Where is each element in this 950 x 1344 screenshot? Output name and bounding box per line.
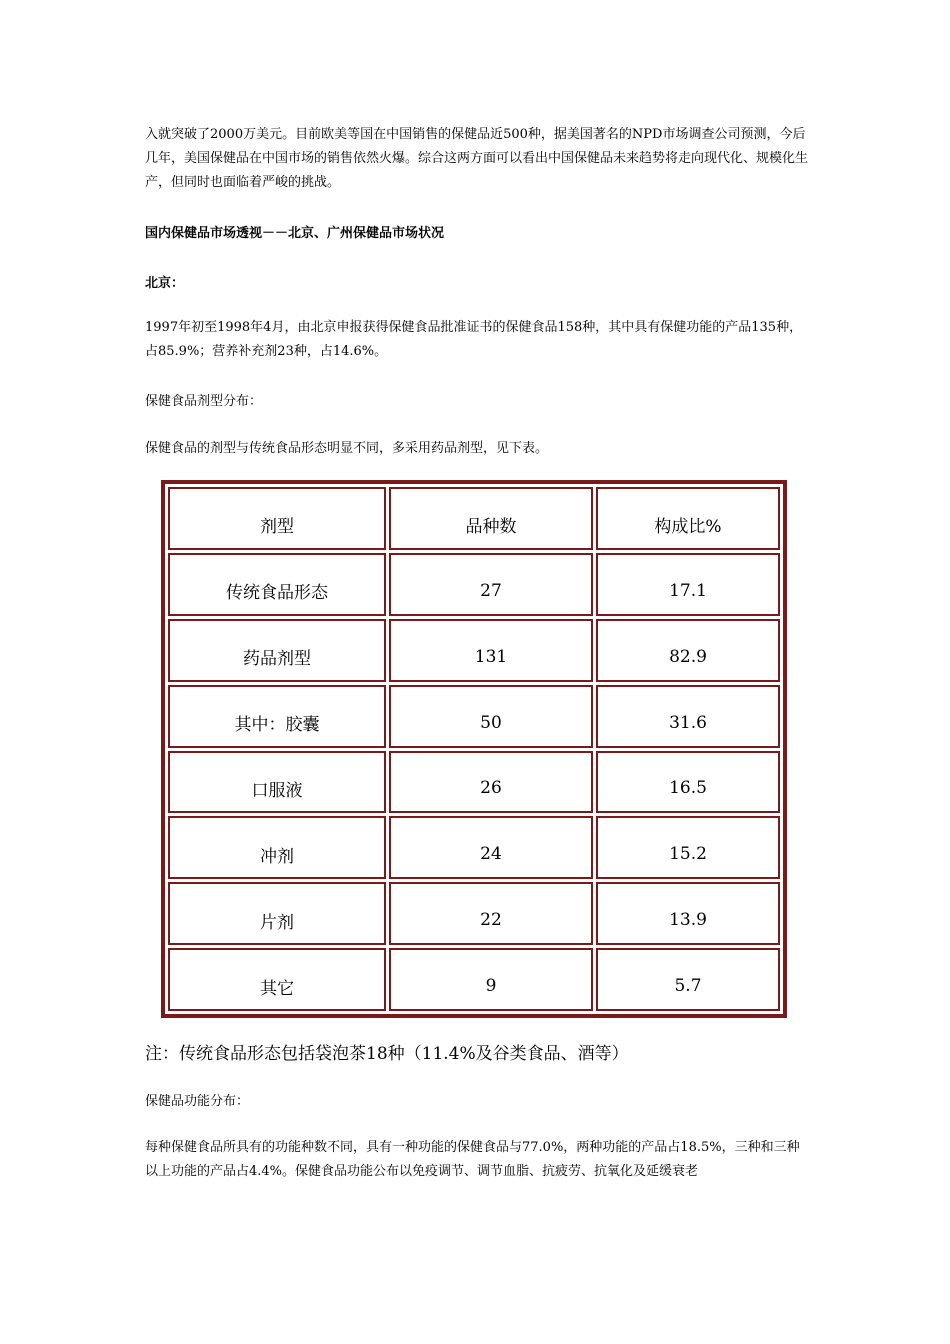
- dose-table-frame: [161, 480, 787, 1018]
- table-cell: 15.2: [596, 816, 780, 879]
- table-row: [168, 816, 780, 879]
- function-description: 每种保健食品所具有的功能种数不同，具有一种功能的保健食品与77.0%，两种功能的产品占18.5%，三种和三种以上功能的产品占4.4%。保健食品功能公布以免疫调节、调节血脂、抗疲劳、抗氧化及延缓衰老: [145, 1140, 800, 1179]
- table-row: [168, 553, 780, 616]
- table-cell: 13.9: [596, 882, 780, 945]
- table-cell: 17.1: [596, 553, 780, 616]
- table-cell: 片剂: [168, 882, 386, 945]
- table-cell: 冲剂: [168, 816, 386, 879]
- table-cell: 31.6: [596, 685, 780, 748]
- function-title: 保健品功能分布：: [145, 1094, 250, 1109]
- dose-description: 保健食品的剂型与传统食品形态明显不同，多采用药品剂型，见下表。: [145, 441, 549, 456]
- table-row: [168, 882, 780, 945]
- dose-form-table: [165, 484, 783, 1014]
- dose-title: 保健食品剂型分布：: [145, 394, 263, 409]
- table-note: 注：传统食品形态包括袋泡茶18种（11.4%及谷类食品、酒等）: [145, 1044, 629, 1064]
- header-cell: 构成比%: [596, 487, 780, 550]
- table-cell: 131: [389, 619, 593, 682]
- table-row: [168, 619, 780, 682]
- header-cell: 剂型: [168, 487, 386, 550]
- table-row: [168, 685, 780, 748]
- table-cell: 其它: [168, 948, 386, 1011]
- beijing-heading: 北京：: [145, 276, 185, 291]
- beijing-stats-paragraph: 1997年初至1998年4月，由北京申报获得保健食品批准证书的保健食品158种，其中具有保健功能的产品135种，占85.9%；营养补充剂23种，占14.6%。: [145, 320, 803, 359]
- table-cell: 82.9: [596, 619, 780, 682]
- table-cell: 26: [389, 751, 593, 814]
- intro-paragraph: 入就突破了2000万美元。目前欧美等国在中国销售的保健品近500种，据美国著名的NPD市场调查公司预测，今后几年，美国保健品在中国市场的销售依然火爆。综合这两方面可以看出中国保健品未来趋势将走向现代化、规模化生产，但同时也面临着严峻的挑战。: [145, 127, 809, 190]
- table-cell: 口服液: [168, 751, 386, 814]
- table-row: [168, 751, 780, 814]
- table-cell: 5.7: [596, 948, 780, 1011]
- table-header-row: [168, 487, 780, 550]
- header-cell: 品种数: [389, 487, 593, 550]
- table-cell: 50: [389, 685, 593, 748]
- table-cell: 9: [389, 948, 593, 1011]
- table-cell: 药品剂型: [168, 619, 386, 682]
- table-row: [168, 948, 780, 1011]
- table-cell: 22: [389, 882, 593, 945]
- market-heading: 国内保健品市场透视－－北京、广州保健品市场状况: [145, 226, 445, 241]
- table-cell: 24: [389, 816, 593, 879]
- table-cell: 其中：胶囊: [168, 685, 386, 748]
- table-cell: 16.5: [596, 751, 780, 814]
- table-cell: 传统食品形态: [168, 553, 386, 616]
- table-cell: 27: [389, 553, 593, 616]
